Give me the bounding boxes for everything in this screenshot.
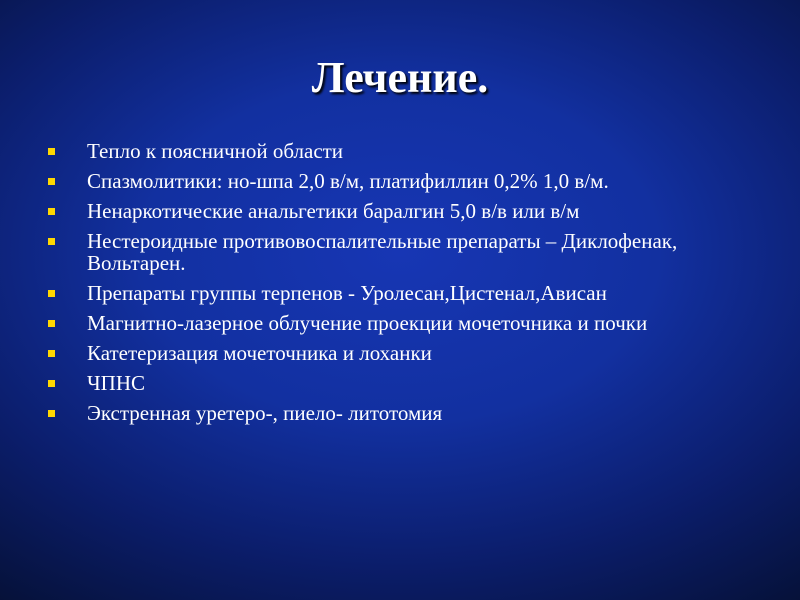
square-bullet-icon: [48, 350, 55, 357]
bullet-item: [45, 170, 745, 192]
bullet-item: [45, 282, 745, 304]
square-bullet-icon: [48, 178, 55, 185]
bullet-item: [45, 372, 745, 394]
square-bullet-icon: [48, 238, 55, 245]
bullet-text: Экстренная уретеро-, пиело- литотомия: [87, 401, 443, 425]
bullet-list: [45, 140, 745, 432]
square-bullet-icon: [48, 380, 55, 387]
square-bullet-icon: [48, 148, 55, 155]
bullet-item: [45, 200, 745, 222]
bullet-text: Спазмолитики: но-шпа 2,0 в/м, платифиллин 0,2% 1,0 в/м.: [87, 169, 609, 193]
bullet-text: ЧПНС: [87, 371, 145, 395]
bullet-item: [45, 402, 745, 424]
bullet-item: [45, 140, 745, 162]
square-bullet-icon: [48, 290, 55, 297]
square-bullet-icon: [48, 410, 55, 417]
bullet-text: Ненаркотические анальгетики баралгин 5,0 в/в или в/м: [87, 199, 580, 223]
bullet-text: Препараты группы терпенов - Уролесан,Цистенал,Ависан: [87, 281, 607, 305]
square-bullet-icon: [48, 320, 55, 327]
square-bullet-icon: [48, 208, 55, 215]
bullet-text: Тепло к поясничной области: [87, 139, 344, 163]
bullet-text: Катетеризация мочеточника и лоханки: [87, 341, 432, 365]
bullet-text: Нестероидные противовоспалительные препараты – Диклофенак, Вольтарен.: [87, 229, 678, 275]
bullet-item: [45, 230, 745, 274]
bullet-item: [45, 342, 745, 364]
bullet-text: Магнитно-лазерное облучение проекции мочеточника и почки: [87, 311, 648, 335]
bullet-item: [45, 312, 745, 334]
slide-title: Лечение.: [311, 53, 489, 102]
